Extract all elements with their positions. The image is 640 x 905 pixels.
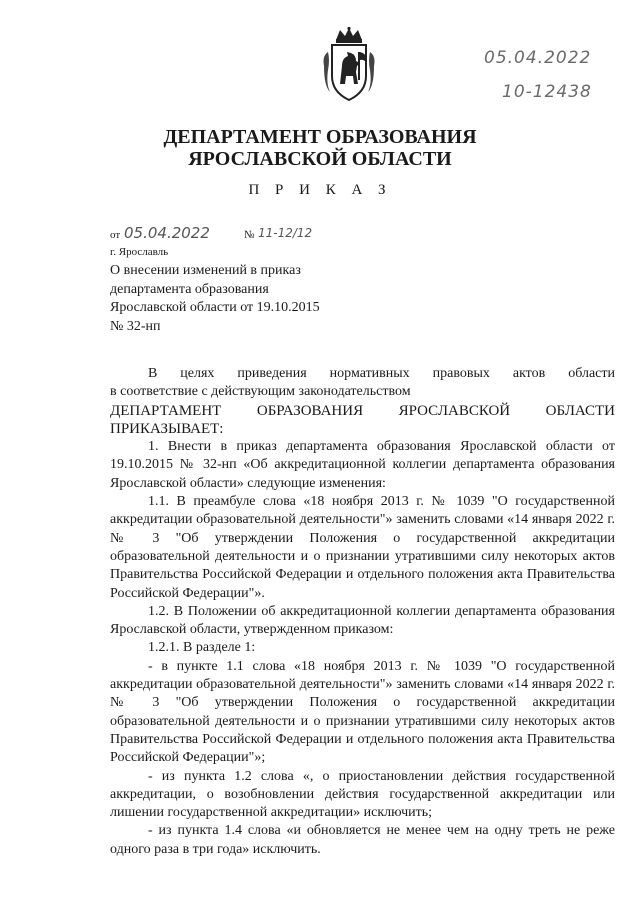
subject-line: Ярославской области от 19.10.2015: [110, 300, 320, 316]
registration-date-handwritten: 05.04.2022: [484, 48, 592, 68]
department-title-line2: ЯРОСЛАВСКОЙ ОБЛАСТИ: [188, 148, 452, 170]
order-subject: [110, 262, 370, 336]
intro-line: в соответствие с действующим законодательством: [110, 384, 411, 400]
number-label: №: [244, 229, 255, 241]
date-label: от: [110, 229, 121, 241]
subject-line: О внесении изменений в приказ: [110, 263, 301, 278]
city-label: г. Ярославль: [110, 246, 169, 258]
list-item: - из пункта 1.2 слова «, о приостановлении действия государственной аккредитации, о возобновлении действия государственной аккредитации или лишении государственной аккредитации» исключить;: [110, 768, 615, 821]
intro-line: В целях приведения нормативных правовых актов области: [148, 366, 615, 381]
list-item: - в пункте 1.1 слова «18 ноября 2013 г. № 1039 "О государственной аккредитации образовательной деятельности"» заменить словами «14 января 2022 г. № 3 "Об утверждении Положения о государственной аккредитации образовательной деятельности и о признании утратившими силу некоторых актов Правительства Российской Федерации и отдельного положения акта Правительства Российской Федерации"»;: [110, 658, 615, 766]
document-type-heading: П Р И К А З: [248, 182, 392, 198]
order-number-handwritten: 11-12/12: [258, 226, 313, 240]
orders-keyword: ПРИКАЗЫВАЕТ:: [110, 420, 224, 437]
subject-line: департамента образования: [110, 281, 269, 297]
paragraph-1: 1. Внести в приказ департамента образования Ярославской области от 19.10.2015 № 32-нп «Об аккредитационной коллегии департамента образования Ярославской области» следующие изменения:: [110, 439, 615, 491]
department-orders-line: ДЕПАРТАМЕНТ ОБРАЗОВАНИЯ ЯРОСЛАВСКОЙ ОБЛАСТИ: [110, 402, 615, 419]
list-item: - из пункта 1.4 слова «и обновляется не менее чем на одну треть не реже одного раза в три года» исключить.: [110, 823, 615, 857]
order-body: [110, 365, 615, 859]
subject-line: № 32-нп: [110, 318, 161, 334]
paragraph-1-2: 1.2. В Положении об аккредитационной коллегии департамента образования Ярославской области, утвержденном приказом:: [110, 603, 615, 638]
department-title-line1: ДЕПАРТАМЕНТ ОБРАЗОВАНИЯ: [163, 126, 477, 148]
order-date-handwritten: 05.04.2022: [124, 224, 210, 242]
paragraph-1-1: 1.1. В преамбуле слова «18 ноября 2013 г. № 1039 "О государственной аккредитации образовательной деятельности"» заменить словами «14 января 2022 г. № 3 "Об утверждении Положения о государственной аккредитации образовательной деятельности и о признании утратившими силу некоторых актов Правительства Российской Федерации и отдельного положения акта Правительства Российской Федерации"».: [110, 494, 615, 601]
paragraph-1-2-1: 1.2.1. В разделе 1:: [148, 640, 256, 656]
registration-number-handwritten: 10-12438: [502, 82, 592, 102]
coat-of-arms-icon: [320, 26, 378, 104]
